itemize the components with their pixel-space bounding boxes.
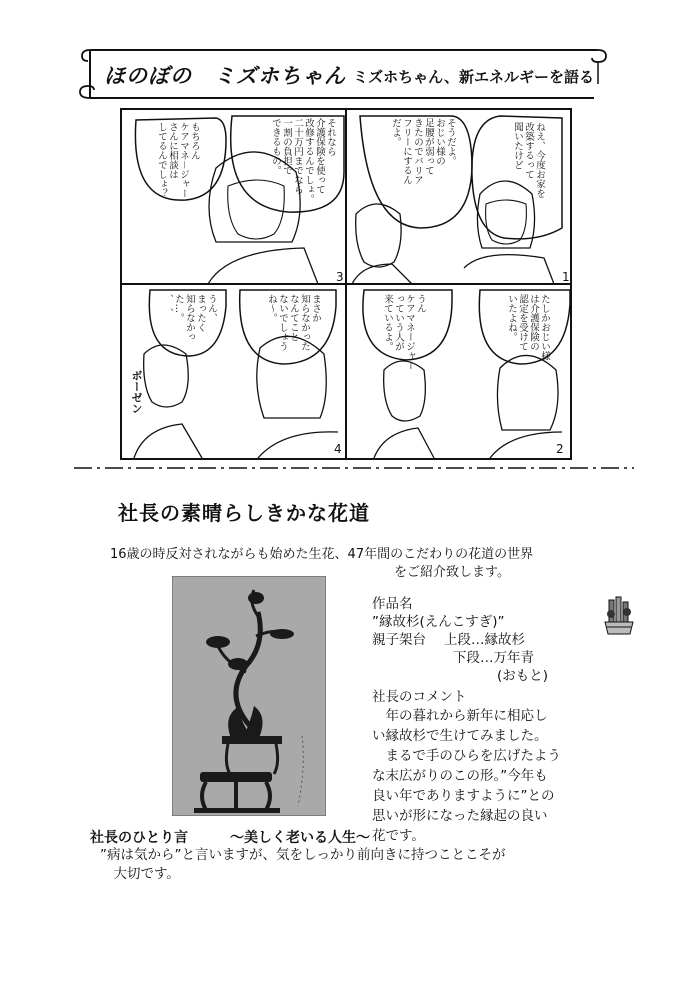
work-label: 作品名 [372,596,413,612]
article-intro-cont: をご紹介致します。 [394,565,510,580]
speech-bubble: うん ケアマネージャー っていう人が 来ているよ。 [382,294,426,370]
speech-bubble: ねえ、今度お家を 改築するって 聞いたけど [512,122,545,198]
stand-lower: 下段…万年青 [453,650,534,666]
monologue-subtitle: ～美しく老いる人生～ [230,830,370,846]
monologue-body: ”病は気から”と言いますが、気をしっかり前向きに持つことこそが 大切です。 [100,847,506,882]
speech-bubble: それなら 介護保険を使って 改修するんでしょ。 二十万円までなら 一割の負担で できるもの。 [270,118,336,204]
sound-effect: ボーゼン [130,370,143,414]
panel-number: 4 [334,442,342,456]
article-intro: 16歳の時反対されながらも始めた生花、47年間のこだわりの花道の世界 [110,547,534,562]
speech-bubble: もちろん ケアマネ－ジャー さんに相談は してるんでしょ？ [156,122,200,199]
speech-bubble: そうだよ。 おじい様の 足腰が弱って きたのでバリア フリーにするん だよ。 [390,118,456,185]
ikebana-photo [172,576,326,816]
speech-bubble: うん、 まったく 知らなかっ た…。 、 、 [162,294,217,342]
comic-strip [120,108,572,460]
banner-title: ほのぼの ミズホちゃん [104,64,346,88]
panel-number: 3 [336,270,344,284]
speech-bubble: まさか 知らなかった なんてこと ないでしょう ね～。 [266,294,321,351]
article-title: 社長の素晴らしきかな花道 [118,501,370,525]
work-name: ”縁故杉(えんこすぎ)” [372,614,505,630]
title-banner [76,44,608,106]
speech-bubble: たしかおじい様 は介護保険の 認定を受けて いたよね。 [506,294,550,361]
comment-label: 社長のコメント [372,689,467,705]
comment-body: 年の暮れから新年に相応し い縁故杉で生けてみました。 まるで手のひらを広げたよう な末広がりのこの形。”今年も 良い年でありますように”との 思いが形になった縁起の良い 花です。 [372,708,561,844]
panel-number: 1 [562,270,570,284]
monologue-title: 社長のひとり言 [90,830,188,846]
stand-lower-reading: (おもと) [497,668,549,684]
banner-subtitle: ミズホちゃん、新エネルギーを語る [353,68,594,86]
panel-number: 2 [556,442,564,456]
stand-upper: 上段…縁故杉 [444,632,525,648]
section-divider [74,466,634,470]
stand-label: 親子架台 [372,632,426,648]
kadomatsu-icon [602,596,636,636]
